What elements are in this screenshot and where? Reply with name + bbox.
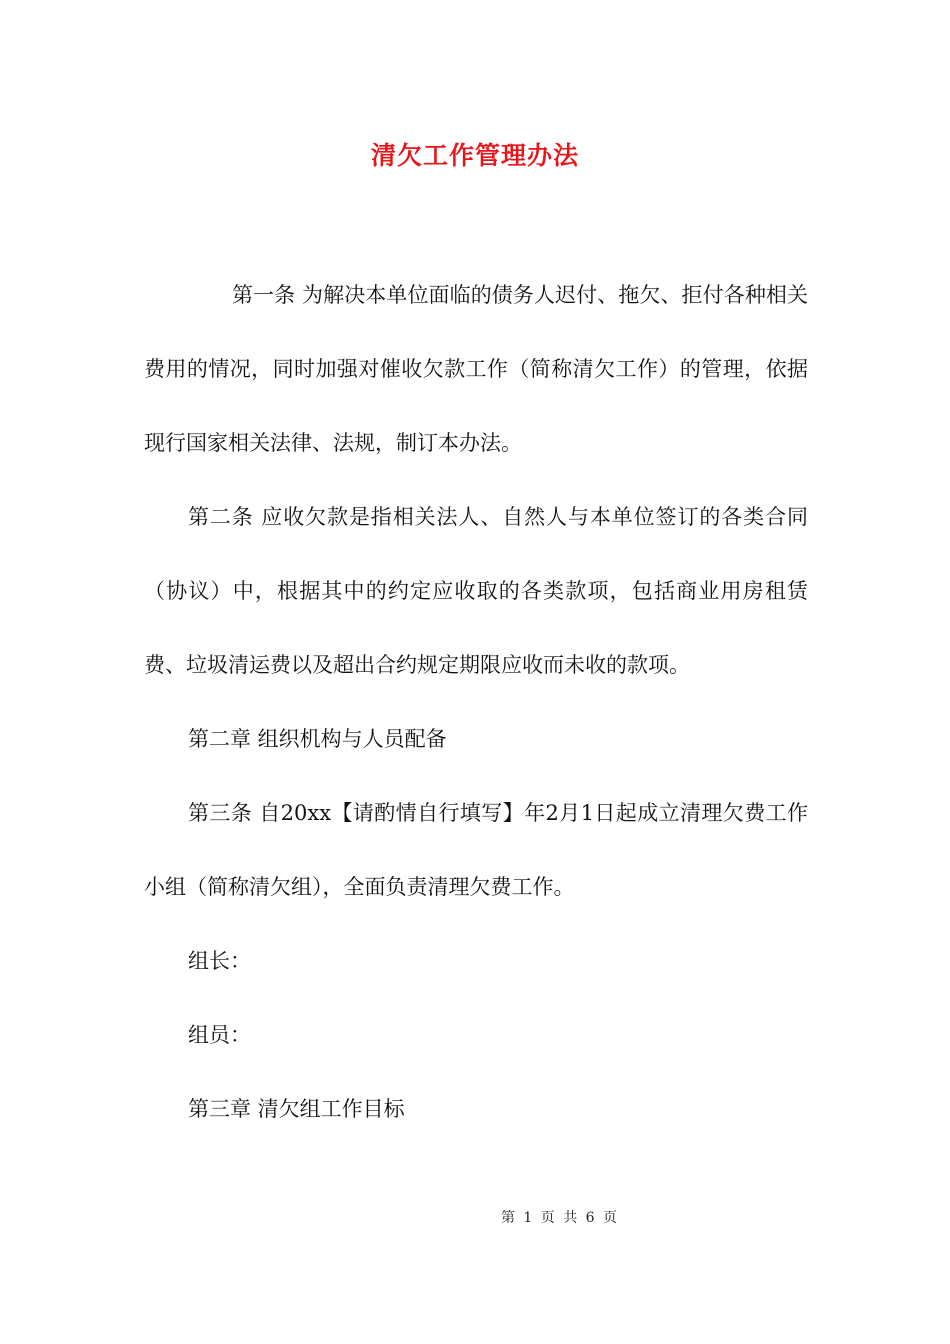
team-leader-line: 组长：	[188, 949, 251, 973]
chapter-heading-2: 第二章 组织机构与人员配备	[188, 727, 447, 751]
paragraph-article-2: 第二条 应收欠款是指相关法人、自然人与本单位签订的各类合同（协议）中，根据其中的约定应收取的各类款项，包括商业用房租赁费、垃圾清运费以及超出合约规定期限应收而未收的款项。	[144, 505, 808, 677]
document-body	[144, 258, 808, 1146]
team-members-line: 组员：	[188, 1023, 251, 1047]
paragraph-article-3: 第三条 自20xx【请酌情自行填写】年2月1日起成立清理欠费工作小组（简称清欠组），全面负责清理欠费工作。	[144, 801, 808, 899]
paragraph-article-1: 第一条 为解决本单位面临的债务人迟付、拖欠、拒付各种相关费用的情况，同时加强对催收欠款工作（简称清欠工作）的管理，依据现行国家相关法律、法规，制订本办法。	[144, 283, 808, 455]
document-title: 清欠工作管理办法	[370, 141, 579, 170]
page-number: 第 1 页 共 6 页	[500, 1210, 620, 1226]
chapter-heading-3: 第三章 清欠组工作目标	[188, 1097, 405, 1121]
